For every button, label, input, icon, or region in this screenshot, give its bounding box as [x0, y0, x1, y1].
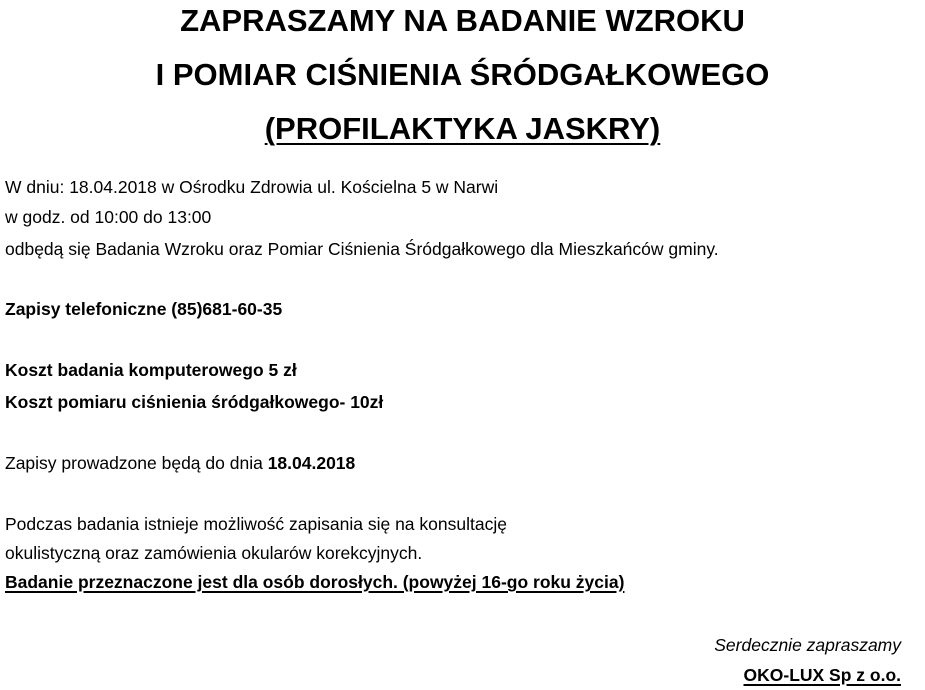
signoff-greeting: Serdecznie zapraszamy	[714, 635, 901, 655]
cost-pressure-measurement: Koszt pomiaru ciśnienia śródgałkowego- 10zł	[5, 392, 384, 412]
title-line-3-text: (PROFILAKTYKA JASKRY)	[264, 111, 661, 146]
description-line: odbędą się Badania Wzroku oraz Pomiar Ciśnienia Śródgałkowego dla Mieszkańców gminy.	[5, 239, 719, 259]
title-line-1: ZAPRASZAMY NA BADANIE WZROKU	[180, 3, 745, 38]
phone-registration-line: Zapisy telefoniczne (85)681-60-35	[5, 299, 283, 319]
title-line-3	[0, 110, 925, 148]
notes-line-3: Badanie przeznaczone jest dla osób dorosłych. (powyżej 16-go roku życia)	[5, 572, 625, 592]
deadline-line	[5, 451, 355, 475]
notes-line-1: Podczas badania istnieje możliwość zapisania się na konsultację	[5, 514, 507, 534]
signoff-company: OKO-LUX Sp z o.o.	[743, 665, 901, 685]
date-location-line: W dniu: 18.04.2018 w Ośrodku Zdrowia ul. Kościelna 5 w Narwi	[5, 177, 499, 197]
notes-line-2: okulistyczną oraz zamówienia okularów korekcyjnych.	[5, 543, 423, 563]
deadline-text: Zapisy prowadzone będą do dnia	[5, 453, 268, 473]
hours-line: w godz. od 10:00 do 13:00	[5, 207, 212, 227]
title-line-2: I POMIAR CIŚNIENIA ŚRÓDGAŁKOWEGO	[155, 57, 770, 92]
deadline-date: 18.04.2018	[267, 453, 356, 473]
cost-computer-exam: Koszt badania komputerowego 5 zł	[5, 360, 297, 380]
